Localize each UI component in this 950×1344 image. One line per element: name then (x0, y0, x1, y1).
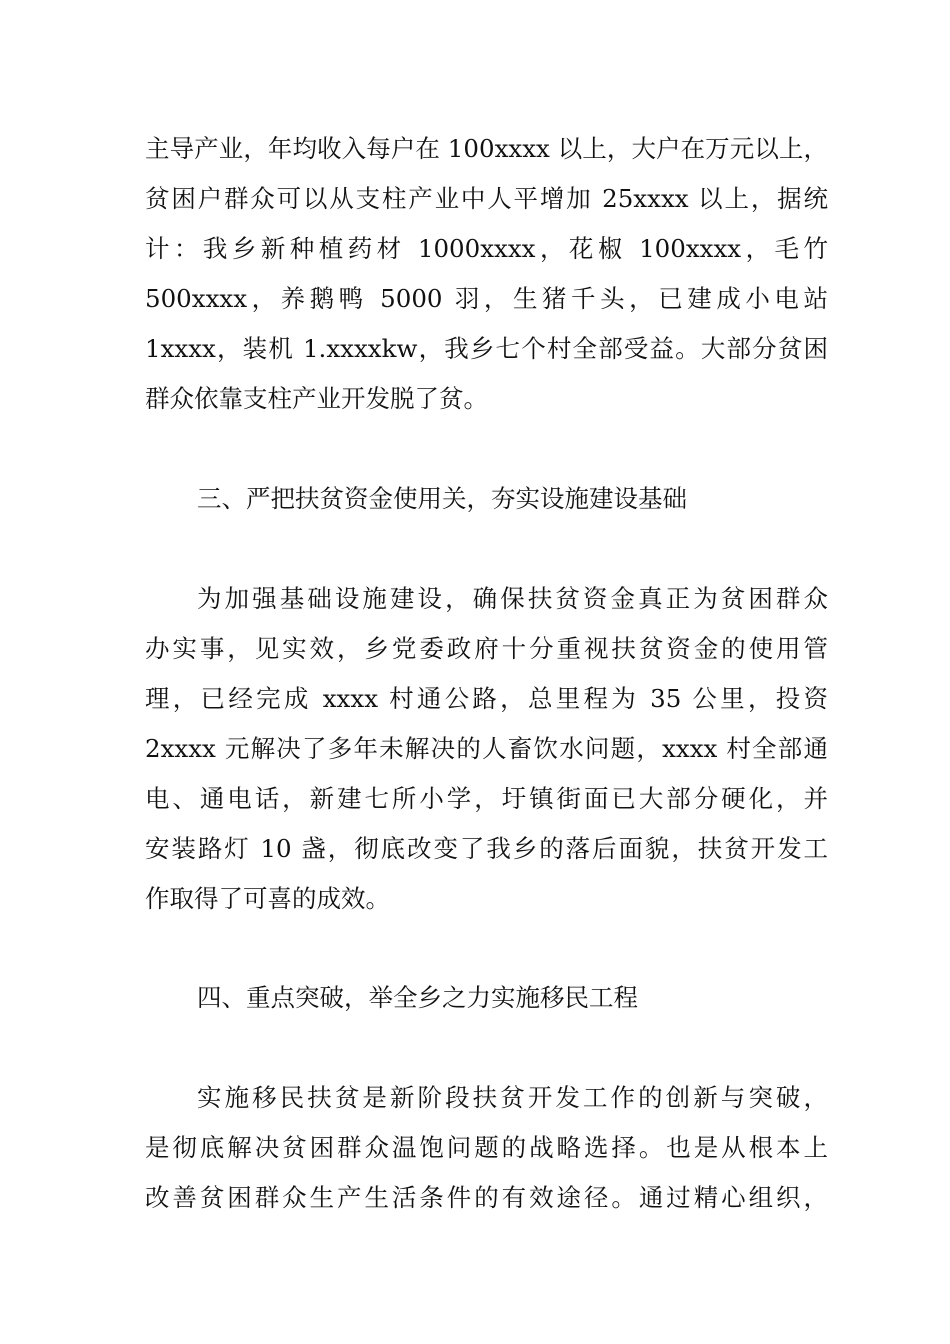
paragraph-1-line-6: 群众依靠支柱产业开发脱了贫。 (145, 384, 488, 413)
paragraph-2-line-1: 为加强基础设施建设，确保扶贫资金真正为贫困群众 (197, 584, 828, 613)
paragraph-3-line-1: 实施移民扶贫是新阶段扶贫开发工作的创新与突破， (197, 1083, 828, 1112)
paragraph-1-line-1: 主导产业，年均收入每户在 100xxxx 以上，大户在万元以上， (145, 134, 828, 163)
paragraph-3-line-2: 是彻底解决贫困群众温饱问题的战略选择。也是从根本上 (145, 1133, 828, 1162)
paragraph-2-line-5: 电、通电话，新建七所小学，圩镇街面已大部分硬化，并 (145, 784, 828, 813)
paragraph-2-line-4: 2xxxx 元解决了多年未解决的人畜饮水问题，xxxx 村全部通 (145, 734, 828, 763)
paragraph-3-line-3: 改善贫困群众生产生活条件的有效途径。通过精心组织， (145, 1183, 828, 1212)
paragraph-1-line-4: 500xxxx，养鹅鸭 5000 羽，生猪千头，已建成小电站 (145, 284, 828, 313)
paragraph-1-line-3: 计：我乡新种植药材 1000xxxx，花椒 100xxxx，毛竹 (145, 234, 828, 263)
paragraph-1-line-5: 1xxxx，装机 1.xxxxkw，我乡七个村全部受益。大部分贫困 (145, 334, 828, 363)
paragraph-2-line-2: 办实事，见实效，乡党委政府十分重视扶贫资金的使用管 (145, 634, 828, 663)
paragraph-2-line-7: 作取得了可喜的成效。 (145, 884, 390, 913)
paragraph-2-line-6: 安装路灯 10 盏，彻底改变了我乡的落后面貌，扶贫开发工 (145, 834, 828, 863)
section-heading-3: 三、严把扶贫资金使用关，夯实设施建设基础 (197, 484, 687, 513)
section-heading-4: 四、重点突破，举全乡之力实施移民工程 (197, 983, 638, 1012)
paragraph-2-line-3: 理，已经完成 xxxx 村通公路，总里程为 35 公里，投资 (145, 684, 828, 713)
paragraph-1-line-2: 贫困户群众可以从支柱产业中人平增加 25xxxx 以上，据统 (145, 184, 828, 213)
